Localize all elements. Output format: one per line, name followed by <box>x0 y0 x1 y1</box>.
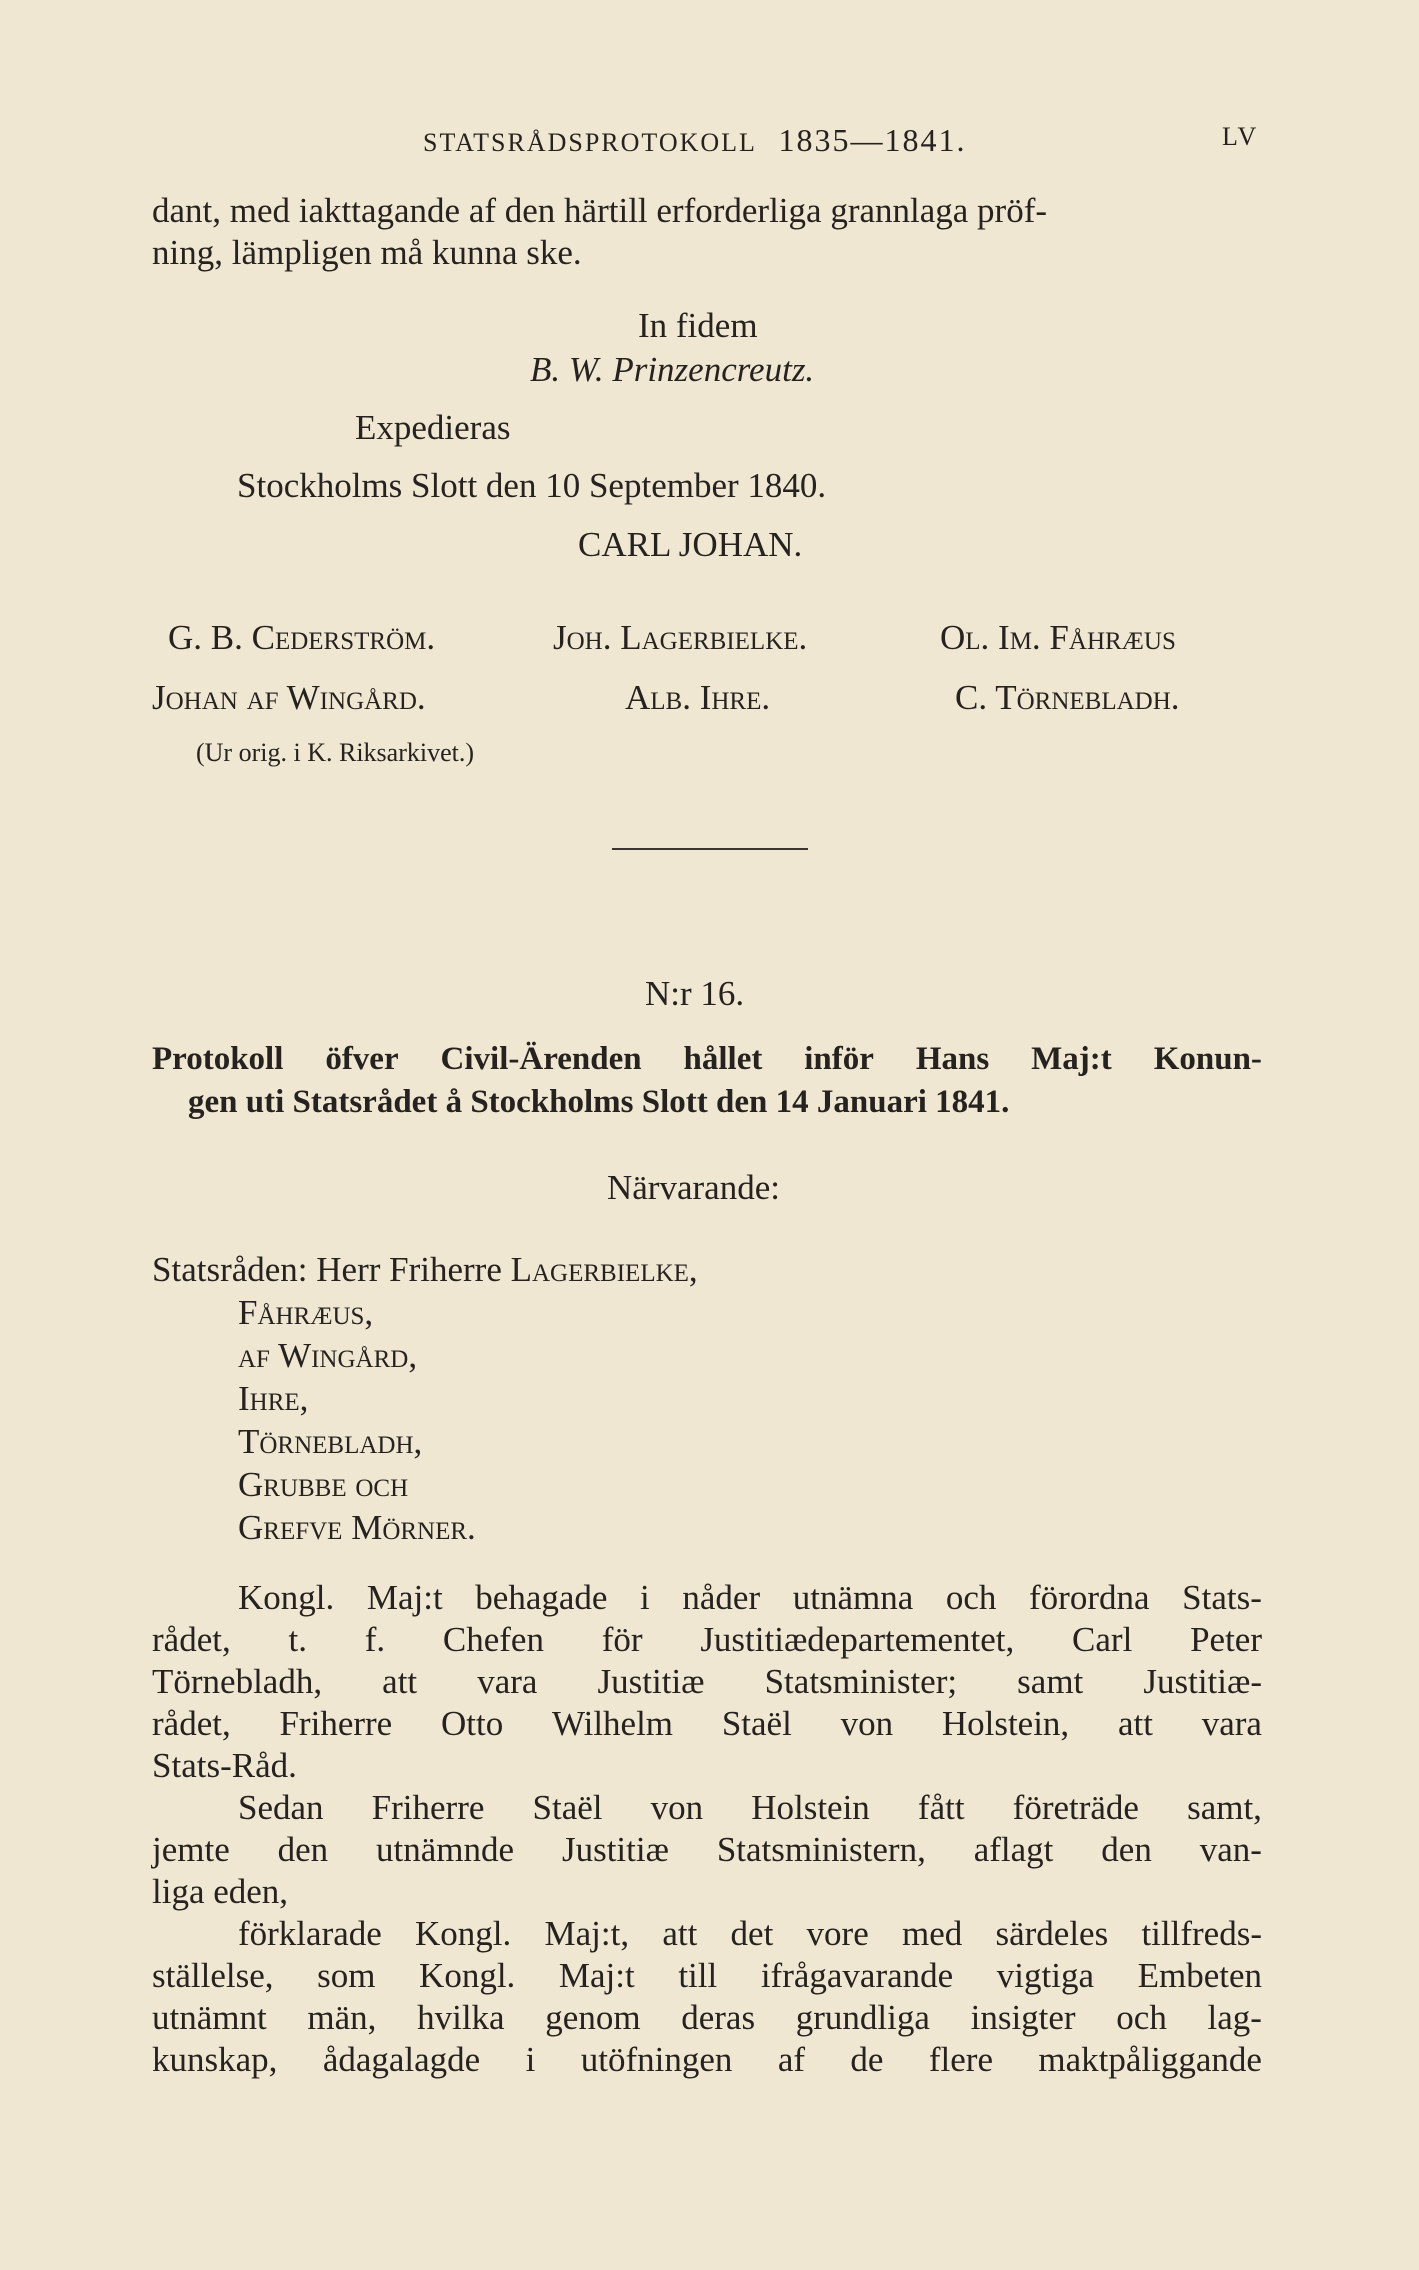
present-name: af Wingård, <box>238 1336 418 1375</box>
attestation-signer: B. W. Prinzencreutz. <box>530 350 815 389</box>
signatory: C. Törnebladh. <box>955 678 1180 717</box>
signatory: Alb. Ihre. <box>625 678 771 717</box>
signatory: Ol. Im. Fåhræus <box>940 618 1176 657</box>
present-name: Fåhræus, <box>238 1293 374 1332</box>
present-name: Grefve Mörner. <box>238 1508 476 1547</box>
present-name: Ihre, <box>238 1379 309 1418</box>
body-line: rådet, t. f. Chefen för Justitiædepartementet, Carl Peter <box>152 1620 1262 1659</box>
body-line: liga eden, <box>152 1872 289 1911</box>
continuation-line-2: ning, lämpligen må kunna ske. <box>152 233 582 272</box>
running-header-years: 1835—1841. <box>778 122 967 158</box>
present-label: Närvarande: <box>607 1168 780 1207</box>
signatory: Joh. Lagerbielke. <box>553 618 808 657</box>
running-header <box>423 124 966 156</box>
running-header-title: STATSRÅDSPROTOKOLL <box>423 128 756 157</box>
body-line: Törnebladh, att vara Justitiæ Statsminister; samt Justitiæ- <box>152 1662 1262 1701</box>
expedieras: Expedieras <box>355 408 511 447</box>
body-line: Stats-Råd. <box>152 1746 297 1785</box>
source-note: (Ur orig. i K. Riksarkivet.) <box>196 738 475 767</box>
present-name: Lagerbielke, <box>510 1250 698 1289</box>
signatory: G. B. Cederström. <box>168 618 436 657</box>
present-name: Grubbe och <box>238 1465 409 1504</box>
present-name: Törnebladh, <box>238 1422 423 1461</box>
document-number: N:r 16. <box>645 974 745 1013</box>
present-prefix: Statsråden: Herr Friherre <box>152 1250 502 1289</box>
body-line: jemte den utnämnde Justitiæ Statsministern, aflagt den van- <box>152 1830 1262 1869</box>
body-line: rådet, Friherre Otto Wilhelm Staël von Holstein, att vara <box>152 1704 1262 1743</box>
section-divider <box>612 848 808 850</box>
in-fidem: In fidem <box>638 306 758 345</box>
body-line: kunskap, ådagalagde i utöfningen af de flere maktpåliggande <box>152 2040 1262 2079</box>
body-line: Sedan Friherre Staël von Holstein fått företräde samt, <box>238 1788 1262 1827</box>
place-date: Stockholms Slott den 10 September 1840. <box>237 466 827 505</box>
body-line: ställelse, som Kongl. Maj:t till ifrågavarande vigtiga Embeten <box>152 1956 1262 1995</box>
document-heading-line-1: Protokoll öfver Civil-Ärenden hållet inför Hans Maj:t Konun- <box>152 1041 1262 1077</box>
present-first-line <box>152 1252 698 1287</box>
body-line: Kongl. Maj:t behagade i nåder utnämna och förordna Stats- <box>238 1578 1262 1617</box>
king-signature: CARL JOHAN. <box>578 525 803 564</box>
document-heading-line-2: gen uti Statsrådet å Stockholms Slott den 14 Januari 1841. <box>188 1084 1010 1120</box>
continuation-line-1: dant, med iakttagande af den härtill erforderliga grannlaga pröf- <box>152 191 1048 230</box>
body-line: förklarade Kongl. Maj:t, att det vore med särdeles tillfreds- <box>238 1914 1262 1953</box>
page-number: LV <box>1222 122 1259 151</box>
body-line: utnämnt män, hvilka genom deras grundliga insigter och lag- <box>152 1998 1262 2037</box>
signatory: Johan af Wingård. <box>152 678 426 717</box>
